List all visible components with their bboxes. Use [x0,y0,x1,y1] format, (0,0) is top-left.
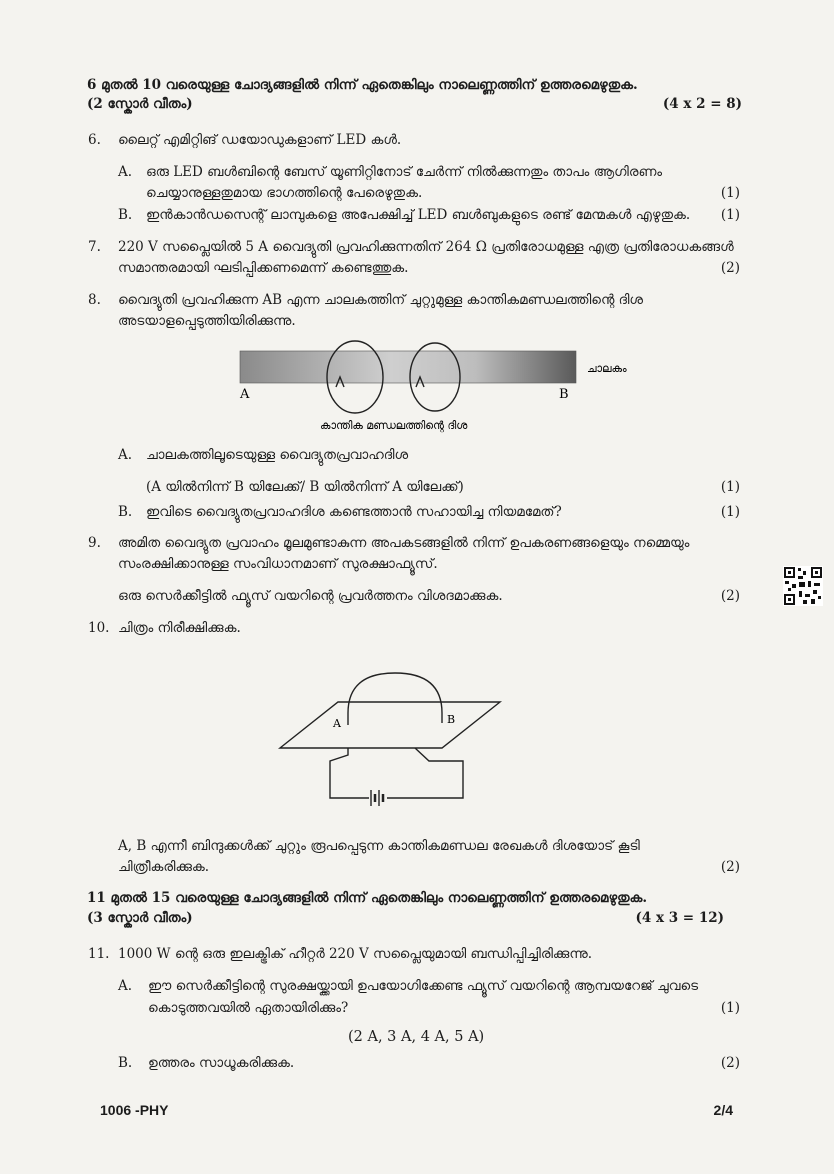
section-score-note: (2 സ്കോർ വീതം) [87,96,193,112]
battery-icon [371,790,383,806]
mark: (1) [720,504,740,520]
question-text: അടയാളപ്പെടുത്തിയിരിക്കുന്നു. [118,313,296,329]
subquestion-text: ഒരു LED ബൾബിന്റെ ബേസ് യൂണിറ്റിനോട് ചേർന്ന് നിൽക്കുന്നതും താപം ആഗിരണം [146,164,663,180]
section-instruction: 6 മുതൽ 10 വരെയുള്ള ചോദ്യങ്ങളിൽ നിന്ന് ഏതെങ്കിലും നാലെണ്ണത്തിന് ഉത്തരമെഴുതുക. [87,77,638,93]
subquestion-options: (A യിൽനിന്ന് B യിലേക്ക്/ B യിൽനിന്ന് A യിലേക്ക്) [146,479,464,495]
question-number: 8. [88,292,101,308]
figure-caption: കാന്തിക മണ്ഡലത്തിന്റെ ദിശ [320,419,468,432]
mark: (2) [720,260,740,276]
section-instruction: 11 മുതൽ 15 വരെയുള്ള ചോദ്യങ്ങളിൽ നിന്ന് ഏതെങ്കിലും നാലെണ്ണത്തിന് ഉത്തരമെഴുതുക. [87,890,648,906]
subquestion-text: ഈ സെർക്കീട്ടിന്റെ സുരക്ഷയ്ക്കായി ഉപയോഗിക്കേണ്ട ഫ്യൂസ് വയറിന്റെ ആമ്പയറേജ് ചുവടെ [148,978,699,994]
question-text: ഒരു സെർക്കീട്ടിൽ ഫ്യൂസ് വയറിന്റെ പ്രവർത്തനം വിശദമാക്കുക. [118,588,503,604]
subquestion-label: B. [118,1055,133,1071]
section-total: (4 x 2 = 8) [662,96,742,112]
paper-code: 1006 -PHY [100,1102,169,1118]
question-text: ലൈറ്റ് എമിറ്റിങ് ഡയോഡുകളാണ് LED കൾ. [118,132,402,148]
label-b: B [447,713,456,726]
label-a: A [333,717,341,730]
conductor-rod [240,351,576,383]
mark: (1) [720,1000,740,1016]
plane-sheet [280,702,500,748]
label-a: A [240,387,250,402]
answer-options: (2 A, 3 A, 4 A, 5 A) [348,1029,485,1045]
subquestion-label: A. [118,164,133,180]
question-text: A, B എന്നീ ബിന്ദുക്കൾക്ക് ചുറ്റും രൂപപ്പെടുന്ന കാന്തികമണ്ഡല രേഖകൾ ദിശയോട് കൂടി [118,838,640,854]
subquestion-text: ചാലകത്തിലൂടെയുള്ള വൈദ്യുതപ്രവാഹദിശ [146,447,409,463]
subquestion-label: B. [118,207,133,223]
mark: (2) [720,588,740,604]
label-conductor: ചാലകം [587,362,627,375]
question-text: 220 V സപ്ലൈയിൽ 5 A വൈദ്യുതി പ്രവഹിക്കുന്നതിന് 264 Ω പ്രതിരോധമുള്ള എത്ര പ്രതിരോധകങ്ങൾ [118,239,734,255]
circuit-wire-left [330,748,369,798]
qr-code-icon [783,566,823,606]
subquestion-label: A. [118,447,133,463]
question-text: സംരക്ഷിക്കാനുള്ള സംവിധാനമാണ് സുരക്ഷാഫ്യൂസ്. [118,556,438,572]
curved-wire [348,673,442,713]
subquestion-text: ഉത്തരം സാധൂകരിക്കുക. [148,1055,295,1071]
question-number: 9. [88,535,101,551]
page-number: 2/4 [713,1102,733,1118]
subquestion-text: ഇവിടെ വൈദ്യുതപ്രവാഹദിശ കണ്ടെത്താൻ സഹായിച്ച നിയമമേത്? [146,504,562,520]
mark: (1) [720,479,740,495]
subquestion-text: കൊടുത്തവയിൽ ഏതായിരിക്കും? [148,1000,349,1016]
mark: (1) [720,185,740,201]
question-text: 1000 W ന്റെ ഒരു ഇലക്ട്രിക് ഹീറ്റർ 220 V സപ്ലൈയുമായി ബന്ധിപ്പിച്ചിരിക്കുന്നു. [118,946,593,962]
subquestion-text: ഇൻകാൻഡസെന്റ് ലാമ്പുകളെ അപേക്ഷിച്ച് LED ബൾബുകളുടെ രണ്ട് മേന്മകൾ എഴുതുക. [146,207,691,223]
subquestion-label: A. [118,978,133,994]
question-number: 11. [88,946,110,962]
section-score-note: (3 സ്കോർ വീതം) [87,910,193,926]
question-number: 7. [88,239,101,255]
mark: (1) [720,207,740,223]
question-text: ചിത്രം നിരീക്ഷിക്കുക. [118,620,241,636]
question-number: 10. [88,620,110,636]
subquestion-text: ചെയ്യാനുള്ളതുമായ ഭാഗത്തിന്റെ പേരെഴുതുക. [146,185,423,201]
mark: (2) [720,859,740,875]
question-text: ചിത്രീകരിക്കുക. [118,859,210,875]
circuit-figure [275,665,505,810]
mark: (2) [720,1055,740,1071]
section-total: (4 x 3 = 12) [635,910,724,926]
question-text: അമിത വൈദ്യുത പ്രവാഹം മൂലമുണ്ടാകുന്ന അപകടങ്ങളിൽ നിന്ന് ഉപകരണങ്ങളെയും നമ്മെയും [118,535,690,551]
question-number: 6. [88,132,101,148]
conductor-figure [230,335,650,440]
question-text: സമാന്തരമായി ഘടിപ്പിക്കണമെന്ന് കണ്ടെത്തുക. [118,260,409,276]
label-b: B [559,387,569,402]
circuit-wire-right [387,748,463,798]
subquestion-label: B. [118,504,133,520]
question-text: വൈദ്യുതി പ്രവഹിക്കുന്ന AB എന്ന ചാലകത്തിന് ചുറ്റുമുള്ള കാന്തികമണ്ഡലത്തിന്റെ ദിശ [118,292,644,308]
